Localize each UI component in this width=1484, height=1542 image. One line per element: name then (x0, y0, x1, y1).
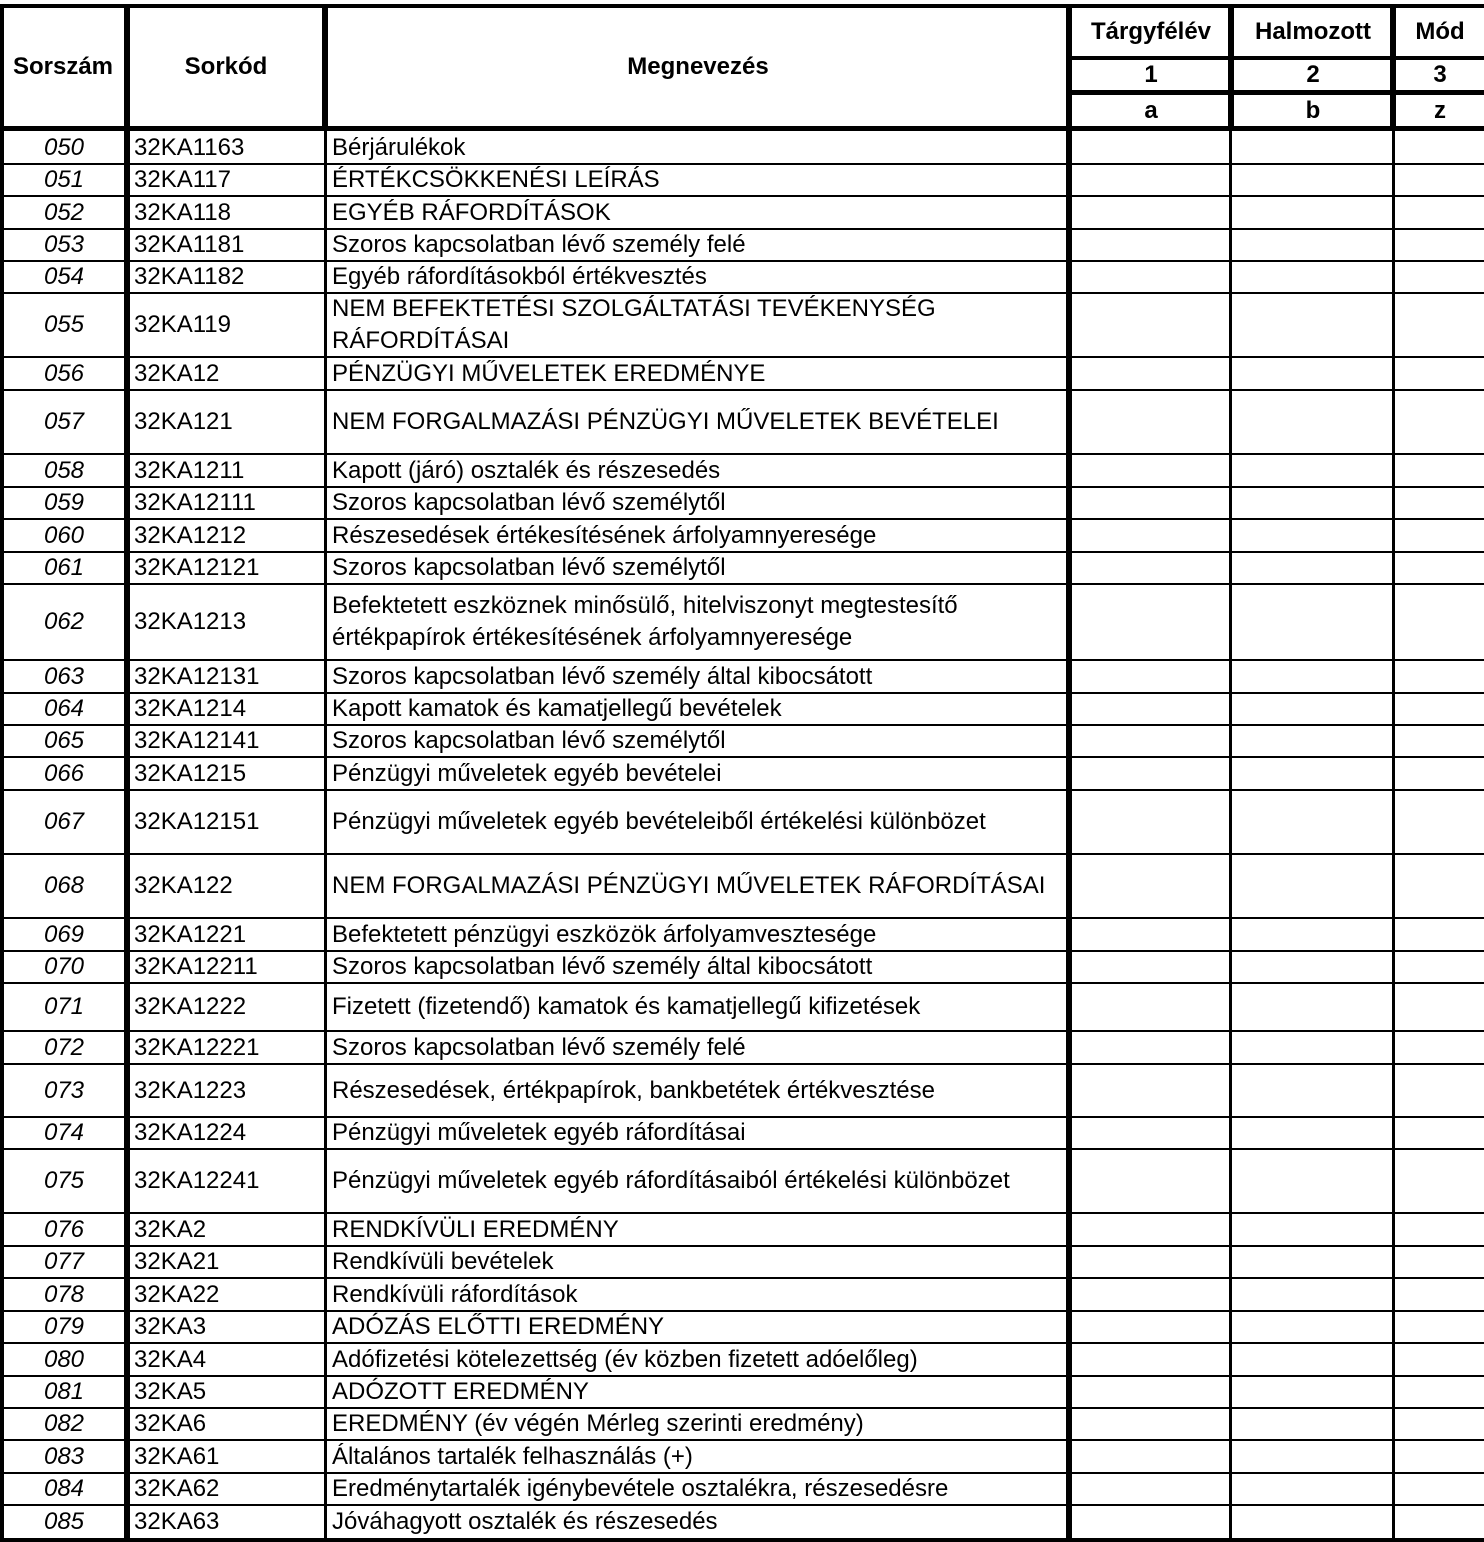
row-number: 050 (43, 133, 85, 161)
header-col3-letter: z (1434, 96, 1446, 124)
row-code: 32KA1222 (134, 993, 247, 1020)
row-name: Fizetett (fizetendő) kamatok és kamatjellegű kifizetések (332, 993, 921, 1020)
row-name: Pénzügyi műveletek egyéb ráfordításai (332, 1119, 746, 1146)
row-code: 32KA22 (134, 1280, 220, 1308)
row-name: RENDKÍVÜLI EREDMÉNY (332, 1215, 619, 1243)
row-number: 072 (43, 1033, 85, 1061)
row-code: 32KA1212 (134, 521, 247, 549)
row-code: 32KA61 (134, 1442, 220, 1470)
row-name: Adófizetési kötelezettség (év közben fizetett adóelőleg) (332, 1345, 918, 1373)
row-number: 061 (43, 554, 85, 581)
row-number: 055 (43, 311, 85, 338)
row-number: 062 (43, 608, 85, 635)
row-code: 32KA12 (134, 359, 220, 387)
row-number: 067 (43, 808, 85, 835)
row-code: 32KA12211 (134, 953, 258, 980)
row-code: 32KA21 (134, 1248, 220, 1275)
row-name: NEM BEFEKTETÉSI SZOLGÁLTATÁSI TEVÉKENYSÉG RÁFORDÍTÁSAI (332, 295, 936, 354)
row-number: 083 (43, 1442, 85, 1470)
row-number: 066 (43, 759, 85, 787)
row-number: 074 (43, 1119, 85, 1146)
row-number: 052 (43, 198, 85, 226)
row-code: 32KA118 (134, 198, 231, 226)
row-code: 32KA1221 (134, 920, 247, 948)
row-name: Szoros kapcsolatban lévő személy felé (332, 1033, 746, 1061)
row-number: 078 (43, 1280, 85, 1308)
row-name: Pénzügyi műveletek egyéb bevételeiből értékelési különbözet (332, 808, 986, 835)
row-name: EREDMÉNY (év végén Mérleg szerinti eredmény) (332, 1410, 864, 1437)
header-sorszam: Sorszám (12, 53, 114, 80)
row-code: 32KA1224 (134, 1119, 247, 1146)
row-name: Szoros kapcsolatban lévő személy által kibocsátott (332, 662, 873, 690)
row-code: 32KA12121 (134, 554, 260, 581)
row-name: ÉRTÉKCSÖKKENÉSI LEÍRÁS (332, 166, 660, 193)
row-number: 068 (43, 872, 85, 899)
row-code: 32KA1214 (134, 695, 247, 722)
row-name: ADÓZOTT EREDMÉNY (332, 1378, 589, 1405)
row-number: 077 (43, 1248, 85, 1275)
row-name: Rendkívüli ráfordítások (332, 1280, 578, 1308)
row-code: 32KA12221 (134, 1033, 260, 1061)
row-number: 070 (43, 953, 85, 980)
row-code: 32KA12151 (134, 808, 260, 835)
row-name: EGYÉB RÁFORDÍTÁSOK (332, 198, 611, 226)
row-code: 32KA119 (134, 311, 231, 338)
row-number: 064 (43, 695, 85, 722)
row-code: 32KA12141 (134, 727, 260, 754)
vertical-rule (1229, 131, 1232, 1538)
row-name: NEM FORGALMAZÁSI PÉNZÜGYI MŰVELETEK BEVÉTELEI (332, 408, 999, 435)
row-name: Szoros kapcsolatban lévő személy felé (332, 231, 746, 258)
row-code: 32KA117 (134, 166, 231, 193)
row-number: 081 (43, 1378, 85, 1405)
row-name: Részesedések, értékpapírok, bankbetétek értékvesztése (332, 1076, 935, 1104)
row-number: 058 (43, 456, 85, 484)
row-number: 080 (43, 1345, 85, 1373)
horizontal-rule (0, 126, 1484, 131)
row-name: Kapott (járó) osztalék és részesedés (332, 456, 721, 484)
header-mod: Mód (1415, 18, 1465, 45)
row-number: 079 (43, 1313, 85, 1340)
row-code: 32KA1213 (134, 608, 247, 635)
header-sorkod: Sorkód (184, 53, 268, 80)
row-name: Pénzügyi műveletek egyéb ráfordításaiból értékelési különbözet (332, 1167, 1010, 1194)
row-code: 32KA4 (134, 1345, 207, 1373)
row-name: PÉNZÜGYI MŰVELETEK EREDMÉNYE (332, 359, 766, 387)
row-name: Jóváhagyott osztalék és részesedés (332, 1507, 718, 1535)
vertical-rule (324, 131, 327, 1538)
row-code: 32KA6 (134, 1410, 207, 1437)
row-code: 32KA12111 (134, 489, 256, 516)
row-code: 32KA1223 (134, 1076, 247, 1104)
row-number: 063 (43, 662, 85, 690)
row-number: 075 (43, 1167, 85, 1194)
row-number: 057 (43, 408, 85, 435)
row-number: 085 (43, 1507, 85, 1535)
row-code: 32KA1182 (134, 263, 245, 290)
row-code: 32KA1215 (134, 759, 247, 787)
row-code: 32KA1181 (134, 231, 245, 258)
row-name: ADÓZÁS ELŐTTI EREDMÉNY (332, 1313, 665, 1340)
header-megnevezes: Megnevezés (627, 53, 769, 80)
row-name: Bérjárulékok (332, 133, 466, 161)
row-name: Szoros kapcsolatban lévő személytől (332, 554, 726, 581)
row-name: Befektetett eszköznek minősülő, hitelviszonyt megtestesítő értékpapírok értékesítésének árfolyamnyeresége (332, 592, 958, 651)
row-number: 069 (43, 920, 85, 948)
vertical-rule (1392, 131, 1395, 1538)
row-code: 32KA63 (134, 1507, 220, 1535)
row-code: 32KA1163 (134, 133, 245, 161)
row-code: 32KA3 (134, 1313, 207, 1340)
row-number: 076 (43, 1215, 85, 1243)
row-number: 082 (43, 1410, 85, 1437)
horizontal-rule (0, 1538, 1484, 1542)
row-name: Befektetett pénzügyi eszközök árfolyamvesztesége (332, 920, 877, 948)
row-number: 056 (43, 359, 85, 387)
header-col2-letter: b (1305, 96, 1321, 124)
row-number: 060 (43, 521, 85, 549)
header-col3-number: 3 (1433, 61, 1447, 88)
row-code: 32KA5 (134, 1378, 207, 1405)
row-number: 071 (43, 993, 85, 1020)
row-code: 32KA122 (134, 872, 233, 899)
row-code: 32KA1211 (134, 456, 245, 484)
row-number: 073 (43, 1076, 85, 1104)
row-number: 084 (43, 1475, 85, 1502)
row-name: Részesedések értékesítésének árfolyamnyeresége (332, 521, 877, 549)
row-name: NEM FORGALMAZÁSI PÉNZÜGYI MŰVELETEK RÁFORDÍTÁSAI (332, 872, 1046, 899)
row-code: 32KA62 (134, 1475, 220, 1502)
header-col2-number: 2 (1306, 61, 1320, 88)
header-col1-letter: a (1144, 96, 1158, 124)
row-name: Szoros kapcsolatban lévő személytől (332, 727, 726, 754)
row-name: Rendkívüli bevételek (332, 1248, 554, 1275)
row-name: Kapott kamatok és kamatjellegű bevételek (332, 695, 782, 722)
row-name: Általános tartalék felhasználás (+) (332, 1442, 693, 1470)
row-name: Egyéb ráfordításokból értékvesztés (332, 263, 707, 290)
row-code: 32KA12241 (134, 1167, 260, 1194)
header-halmozott: Halmozott (1255, 18, 1371, 45)
row-name: Szoros kapcsolatban lévő személy által kibocsátott (332, 953, 873, 980)
row-code: 32KA2 (134, 1215, 207, 1243)
row-number: 053 (43, 231, 85, 258)
row-code: 32KA12131 (134, 662, 260, 690)
row-name: Pénzügyi műveletek egyéb bevételei (332, 759, 722, 787)
row-number: 059 (43, 489, 85, 516)
header-col1-number: 1 (1144, 61, 1158, 88)
row-number: 051 (43, 166, 85, 193)
row-code: 32KA121 (134, 408, 233, 435)
row-name: Szoros kapcsolatban lévő személytől (332, 489, 726, 516)
row-name: Eredménytartalék igénybevétele osztalékra, részesedésre (332, 1475, 949, 1502)
row-number: 054 (43, 263, 85, 290)
header-targyfelev: Tárgyfélév (1090, 18, 1212, 45)
row-number: 065 (43, 727, 85, 754)
